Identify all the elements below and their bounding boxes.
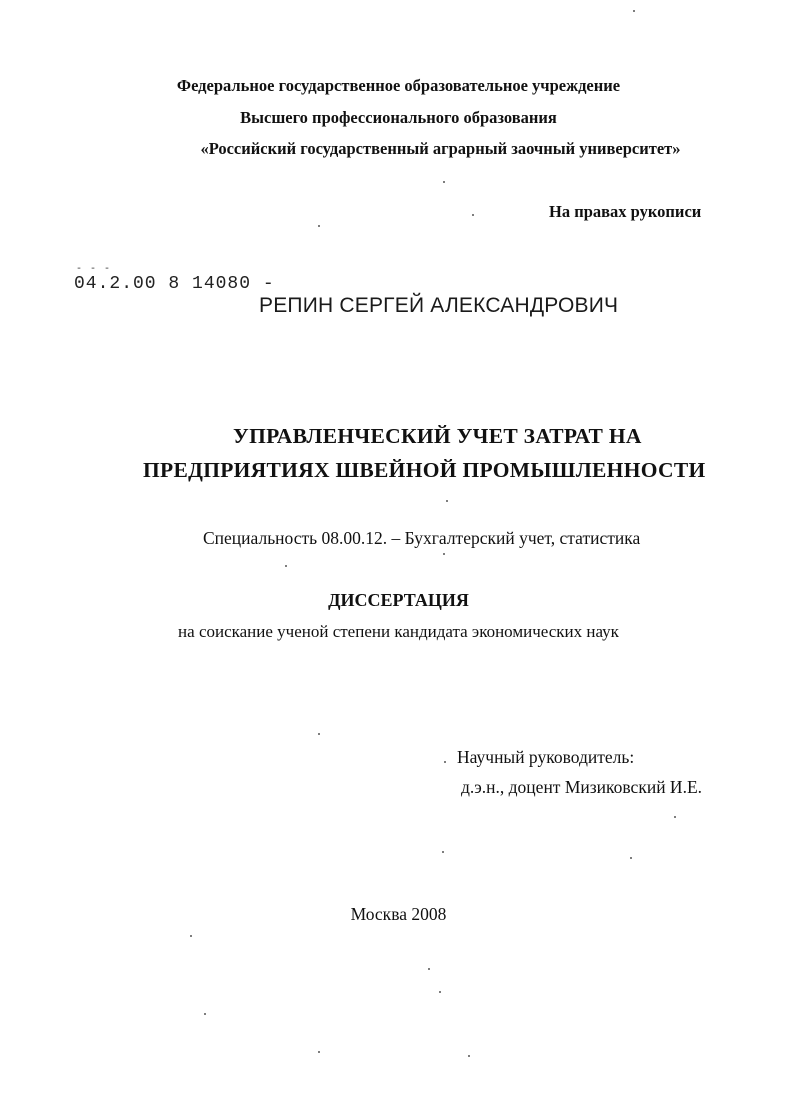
- scan-speck: [318, 225, 320, 227]
- scan-speck: [472, 214, 474, 216]
- scan-speck: [446, 500, 448, 502]
- scan-speck: [285, 565, 287, 567]
- scan-speck: [318, 1051, 320, 1053]
- scan-speck: [444, 761, 446, 763]
- scan-speck: [439, 991, 441, 993]
- advisor-name: д.э.н., доцент Мизиковский И.Е.: [461, 777, 703, 797]
- institution-line-1: Федеральное государственное образовательное учреждение: [176, 76, 621, 95]
- city-year: Москва 2008: [350, 904, 447, 924]
- scan-speck: [674, 816, 676, 818]
- stamp-mark: - - -: [76, 264, 112, 275]
- institution-line-2: Высшего профессионального образования: [240, 108, 557, 127]
- scan-speck: [442, 851, 444, 853]
- scan-speck: [468, 1055, 470, 1057]
- title-line-2: ПРЕДПРИЯТИЯХ ШВЕЙНОЙ ПРОМЫШЛЕННОСТИ: [143, 458, 706, 482]
- scan-speck: [630, 857, 632, 859]
- scan-speck: [318, 733, 320, 735]
- scan-speck: [428, 968, 430, 970]
- scan-speck: [633, 10, 635, 12]
- institution-line-3: «Российский государственный аграрный заочный университет»: [200, 139, 681, 158]
- document-type: ДИССЕРТАЦИЯ: [328, 590, 469, 610]
- title-line-1: УПРАВЛЕНЧЕСКИЙ УЧЕТ ЗАТРАТ НА: [233, 424, 642, 448]
- scan-speck: [443, 181, 445, 183]
- library-stamp-number: 04.2.00 8 14080 -: [74, 274, 275, 294]
- scan-speck: [190, 935, 192, 937]
- manuscript-note: На правах рукописи: [549, 202, 702, 221]
- author-name: РЕПИН СЕРГЕЙ АЛЕКСАНДРОВИЧ: [259, 294, 619, 317]
- advisor-label: Научный руководитель:: [457, 747, 635, 767]
- scan-speck: [443, 553, 445, 555]
- specialty: Специальность 08.00.12. – Бухгалтерский учет, статистика: [203, 528, 641, 548]
- degree-line: на соискание ученой степени кандидата экономических наук: [178, 622, 619, 641]
- scan-speck: [204, 1013, 206, 1015]
